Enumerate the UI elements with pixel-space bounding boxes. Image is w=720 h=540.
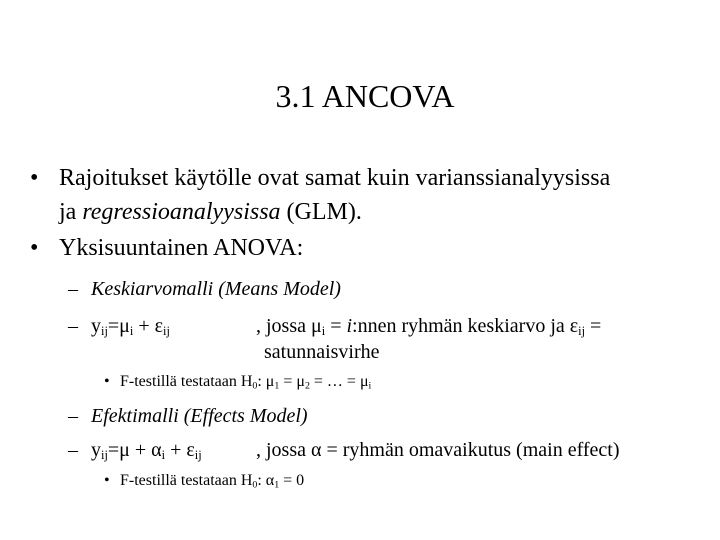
effects-model-test: F-testillä testataan $H_0$: $\alpha_1 = 0$: [120, 472, 305, 491]
bullet-1-line-2: ja regressioanalyysissa (GLM).: [59, 199, 362, 225]
effects-model-description: , jossa α = ryhmän omavaikutus (main effect): [256, 439, 620, 461]
effects-model-label: Efektimalli (Effects Model): [91, 405, 308, 427]
effects-model-equation: $y_{ij}=\mu + \alpha_i + \varepsilon_{ij}$: [91, 439, 202, 463]
means-model-description: , jossa $\mu_i$ = i:nnen ryhmän keskiarvo ja $\varepsilon_{ij}$ =: [256, 315, 602, 339]
slide-title-text: 3.1 ANCOVA: [275, 78, 455, 114]
means-model-equation: $y_{ij}=\mu_i + \varepsilon_{ij}$: [91, 315, 170, 339]
slide-title: [0, 76, 720, 116]
means-model-label: Keskiarvomalli (Means Model): [91, 278, 341, 300]
means-model-description-line-2: satunnaisvirhe: [264, 341, 380, 363]
bullet-2-text: Yksisuuntainen ANOVA:: [59, 235, 304, 261]
bullet-2-marker: •: [30, 235, 39, 261]
effects-eq-dash: –: [68, 439, 78, 461]
means-eq-dash: –: [68, 315, 78, 337]
means-model-dash: –: [68, 278, 78, 300]
bullet-1-marker: •: [30, 165, 39, 191]
means-test-marker: •: [104, 373, 110, 390]
effects-model-dash: –: [68, 405, 78, 427]
bullet-1-line-1: Rajoitukset käytölle ovat samat kuin varianssianalyysissa: [59, 165, 611, 191]
means-model-test: F-testillä testataan $H_0$: $\mu_1 = \mu_2$ = … = $\mu_i$: [120, 373, 372, 392]
effects-test-marker: •: [104, 472, 110, 489]
